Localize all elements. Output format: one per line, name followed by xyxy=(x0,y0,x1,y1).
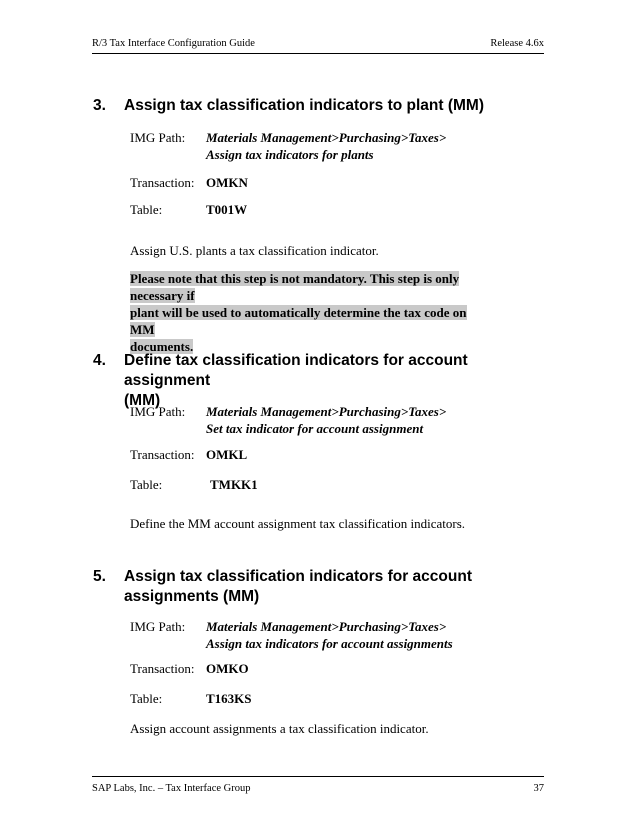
img-path-line1: Materials Management>Purchasing>Taxes> xyxy=(206,130,447,145)
section-3 xyxy=(93,96,553,354)
img-path-line1: Materials Management>Purchasing>Taxes> xyxy=(206,404,447,419)
img-path-line1: Materials Management>Purchasing>Taxes> xyxy=(206,619,447,634)
table-row xyxy=(130,690,252,707)
transaction-row xyxy=(130,446,247,463)
section-title-line2: (MM) xyxy=(124,392,161,409)
transaction-code: OMKN xyxy=(206,175,248,190)
table-row xyxy=(130,201,247,218)
img-path-label: IMG Path: xyxy=(130,404,186,419)
section-heading xyxy=(93,351,553,411)
page-header xyxy=(92,38,544,54)
section-title xyxy=(124,351,544,411)
transaction-code: OMKL xyxy=(206,447,248,462)
header-release: Release 4.6x xyxy=(490,38,544,49)
note-line2: plant will be used to automatically determine the tax code on MM xyxy=(130,305,467,337)
section-4 xyxy=(93,351,553,541)
table-label: Table: xyxy=(130,691,163,706)
transaction-row xyxy=(130,174,248,191)
section-description: Define the MM account assignment tax classification indicators. xyxy=(130,516,466,531)
img-path-row xyxy=(130,403,446,437)
table-name: T163KS xyxy=(206,691,252,706)
table-name: TMKK1 xyxy=(210,477,258,492)
transaction-label: Transaction: xyxy=(130,661,195,676)
transaction-label: Transaction: xyxy=(130,175,195,190)
section-description: Assign account assignments a tax classification indicator. xyxy=(130,721,429,736)
footer-organization: SAP Labs, Inc. – Tax Interface Group xyxy=(92,783,251,794)
note-line3: documents. xyxy=(130,339,194,354)
section-number: 5. xyxy=(93,568,106,585)
section-title: Assign tax classification indicators to plant (MM) xyxy=(124,97,484,114)
transaction-label: Transaction: xyxy=(130,447,195,462)
section-description: Assign U.S. plants a tax classification indicator. xyxy=(130,243,379,258)
section-title-line1: Assign tax classification indicators for account xyxy=(124,568,472,585)
note-line1: Please note that this step is not mandatory. This step is only necessary if xyxy=(130,271,460,303)
img-path-label: IMG Path: xyxy=(130,619,186,634)
section-title-line1: Define tax classification indicators for account assignment xyxy=(124,352,468,389)
table-name: T001W xyxy=(206,202,248,217)
page-number: 37 xyxy=(533,783,544,794)
page-footer xyxy=(92,776,544,794)
section-title xyxy=(124,567,544,607)
section-number: 4. xyxy=(93,352,106,369)
header-doc-title: R/3 Tax Interface Configuration Guide xyxy=(92,38,255,49)
section-5 xyxy=(93,567,553,747)
img-path-line2: Assign tax indicators for plants xyxy=(206,147,374,162)
highlighted-note xyxy=(130,270,490,355)
transaction-row xyxy=(130,660,249,677)
img-path-row xyxy=(130,618,453,652)
img-path-value xyxy=(206,403,446,437)
section-number: 3. xyxy=(93,97,106,114)
section-heading xyxy=(93,96,553,116)
section-heading xyxy=(93,567,553,607)
img-path-line2: Assign tax indicators for account assignments xyxy=(206,636,453,651)
table-row xyxy=(130,476,258,493)
img-path-label: IMG Path: xyxy=(130,130,186,145)
table-label: Table: xyxy=(130,477,163,492)
img-path-row xyxy=(130,129,446,163)
img-path-value xyxy=(206,618,453,652)
img-path-line2: Set tax indicator for account assignment xyxy=(206,421,424,436)
transaction-code: OMKO xyxy=(206,661,249,676)
img-path-value xyxy=(206,129,446,163)
section-title-line2: assignments (MM) xyxy=(124,588,260,605)
table-label: Table: xyxy=(130,202,163,217)
